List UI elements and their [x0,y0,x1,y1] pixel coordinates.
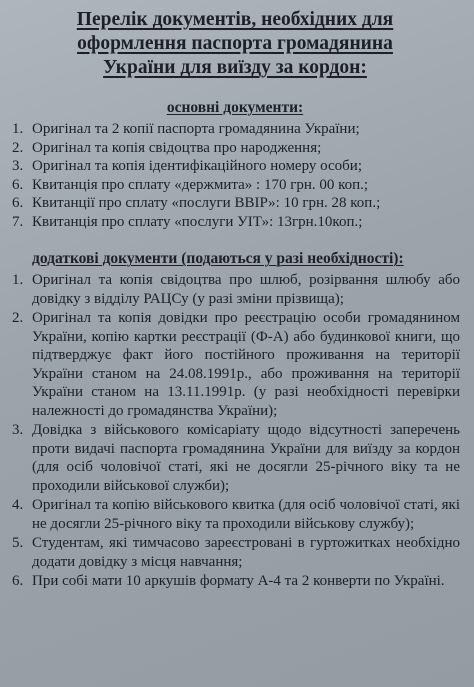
list-item [10,194,460,213]
item-number: 1. [12,272,24,288]
list-item [10,176,460,195]
main-docs-heading: основні документи: [166,99,304,116]
list-item [10,421,460,495]
item-number: 6. [12,573,24,589]
extra-docs-list [10,271,460,591]
document-title [10,8,460,80]
item-number: 3. [12,422,24,438]
list-item [10,157,460,176]
item-number: 3. [12,158,24,174]
extra-docs-heading: додаткові документи (подаються у разі необхідності): [32,250,404,267]
list-item [10,120,460,139]
list-item [10,572,460,591]
title-line-3: України для виїзду за кордон: [103,57,367,78]
item-text: Оригінал та 2 копії паспорта громадянина України; [32,121,360,137]
item-number: 2. [12,310,24,326]
item-text: Оригінал та копія довідки про реєстрацію особи громадянином України, копію картки реєстрації (Ф-А) або будинкової книги, що підтверджує факт його постійного проживання на території України станом на 24.08.1991р., або проживання на території України станом на 13.11.1991р. (у разі необхідності перевірки належності до громадянства України); [32,310,460,419]
item-text: Довідка з військового комісаріату щодо відсутності заперечень проти видачі паспорта громадянина України для виїзду за кордон (для осіб чоловічої статі, які не досягли 25-річного віку та не проходили військової служби); [32,422,460,494]
main-docs-list [10,120,460,231]
item-number: 7. [12,213,24,230]
item-number: 2. [12,139,24,156]
item-number: 1. [12,121,24,137]
list-item [10,271,460,308]
title-line-1: Перелік документів, необхідних для [76,9,394,30]
item-text: При собі мати 10 аркушів формату А-4 та 2 конверти по Україні. [32,573,445,589]
item-text: Квитанція про сплату «послуги УІТ»: 13грн.10коп.; [32,213,363,230]
list-item [10,309,460,420]
list-item [10,139,460,158]
item-number: 5. [12,535,24,551]
item-text: Оригінал та копія свідоцтва про народження; [32,139,322,156]
item-text: Оригінал та копія ідентифікаційного номеру особи; [32,158,362,174]
item-number: 6. [12,195,24,211]
item-text: Оригінал та копію військового квитка (для осіб чоловічої статі, які не досягли 25-річного віку та проходили військову службу); [32,497,460,532]
item-text: Квитанція про сплату «держмита» : 170 грн. 00 коп.; [32,176,369,193]
list-item [10,534,460,571]
list-item [10,213,460,232]
item-number: 6. [12,176,24,193]
list-item [10,496,460,533]
item-text: Студентам, які тимчасово зареєстровані в гуртожитках необхідно додати довідку з місця навчання; [32,535,460,570]
item-text: Квитанції про сплату «послуги ВВІР»: 10 грн. 28 коп.; [32,195,381,211]
title-line-2: оформлення паспорта громадянина [77,33,393,54]
item-text: Оригінал та копія свідоцтва про шлюб, розірвання шлюбу або довідку з відділу РАЦСу (у разі зміни прізвища); [32,272,460,307]
item-number: 4. [12,497,24,513]
